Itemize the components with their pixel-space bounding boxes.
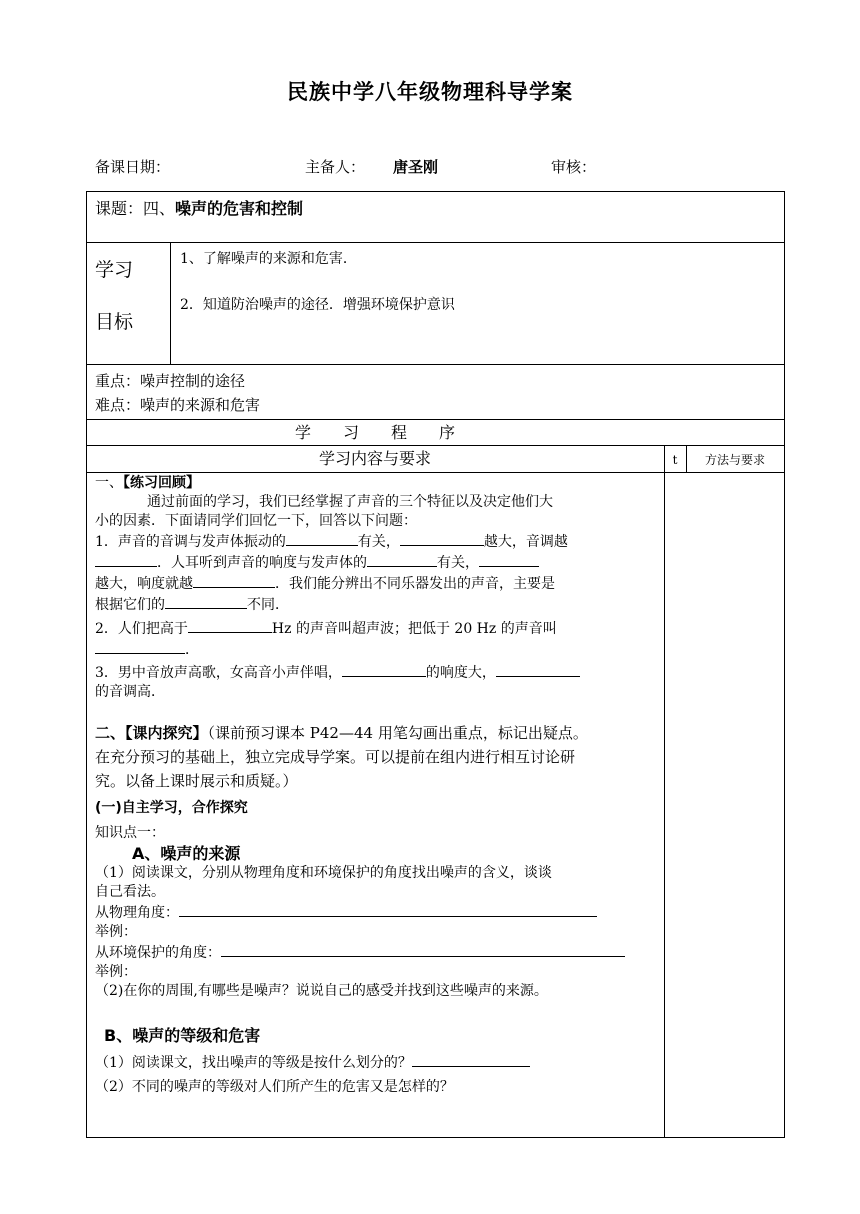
section-a-q1-cont: 自己看法。 (95, 884, 165, 900)
review-heading: 一、【练习回顾】 (95, 475, 200, 491)
topic-value: 噪声的危害和控制 (175, 199, 304, 218)
reviewer-label: 审核： (551, 158, 597, 176)
document-title: 民族中学八年级物理科导学案 (287, 79, 573, 104)
review-q1: 1．声音的音调与发声体振动的 有关， 越大，音调越 (95, 531, 657, 552)
explore-note-3: 究。以备上课时展示和质疑。） (95, 772, 298, 790)
content-area (95, 474, 657, 1099)
example-2: 举例： (95, 964, 137, 980)
review-intro-1: 通过前面的学习，我们已经掌握了声音的三个特征以及决定他们大 (147, 494, 553, 510)
column-content: 学习内容与要求 (318, 449, 431, 468)
procedure-header: 学 习 程 序 (294, 423, 455, 442)
goals-label-1: 学习 (95, 259, 134, 281)
section-b-title: B、噪声的等级和危害 (104, 1026, 261, 1045)
physics-angle: 从物理角度： (95, 902, 657, 923)
knowledge-point: 知识点一： (95, 825, 165, 841)
review-q1-cont: ．人耳听到声音的响度与发声体的 有关， (95, 552, 657, 573)
review-q1-cont-2: 越大，响度就越 ．我们能分辨出不同乐器发出的声音，主要是 (95, 573, 657, 594)
explore-note-2: 在充分预习的基础上，独立完成导学案。可以提前在组内进行相互讨论研 (95, 748, 576, 766)
section-a-q1: （1）阅读课文，分别从物理角度和环境保护的角度找出噪声的含义，谈谈 (95, 865, 552, 881)
column-t: t (672, 453, 678, 467)
env-angle: 从环境保护的角度： (95, 942, 657, 963)
review-q2: 2．人们把高于 Hz 的声音叫超声波；把低于 20 Hz 的声音叫 (95, 618, 657, 639)
date-label: 备课日期： (95, 158, 171, 176)
difficult-point-label: 难点： (95, 396, 141, 414)
goal-item-2: 2．知道防治噪声的途径．增强环境保护意识 (180, 297, 455, 313)
key-point-value: 噪声控制的途径 (140, 372, 246, 390)
key-point (95, 372, 245, 391)
explore-sub-heading: (一)自主学习，合作探究 (95, 800, 248, 816)
section-a-title: A、噪声的来源 (132, 844, 241, 863)
topic-row (95, 199, 303, 218)
section-a-q2: （2)在你的周围,有哪些是噪声？说说自己的感受并找到这些噪声的来源。 (95, 983, 548, 999)
column-method: 方法与要求 (704, 453, 765, 467)
example-1: 举例： (95, 924, 137, 940)
review-intro-2: 小的因素．下面请同学们回忆一下，回答以下问题： (95, 513, 417, 529)
review-q3: 3．男中音放声高歌，女高音小声伴唱， 的响度大， (95, 662, 657, 683)
section-b-q2: （2）不同的噪声的等级对人们所产生的危害又是怎样的？ (95, 1079, 454, 1095)
difficult-point (95, 396, 260, 415)
explore-heading: 二、【课内探究】（课前预习课本 P42—44 用笔勾画出重点，标记出疑点。 (95, 724, 588, 742)
review-q3-cont: 的音调高． (95, 684, 165, 700)
topic-label: 课题：四、 (95, 199, 176, 218)
difficult-point-value: 噪声的来源和危害 (140, 396, 261, 414)
section-b-q1: （1）阅读课文，找出噪声的等级是按什么划分的？ (95, 1051, 657, 1075)
review-q2-cont: ． (95, 639, 657, 660)
key-point-label: 重点： (95, 372, 141, 390)
goals-label-2: 目标 (95, 311, 134, 333)
preparer-label: 主备人： (305, 158, 366, 176)
goal-item-1: 1、了解噪声的来源和危害． (180, 251, 357, 267)
preparer-name: 唐圣刚 (393, 158, 439, 176)
review-q1-cont-3: 根据它们的 不同． (95, 594, 657, 615)
